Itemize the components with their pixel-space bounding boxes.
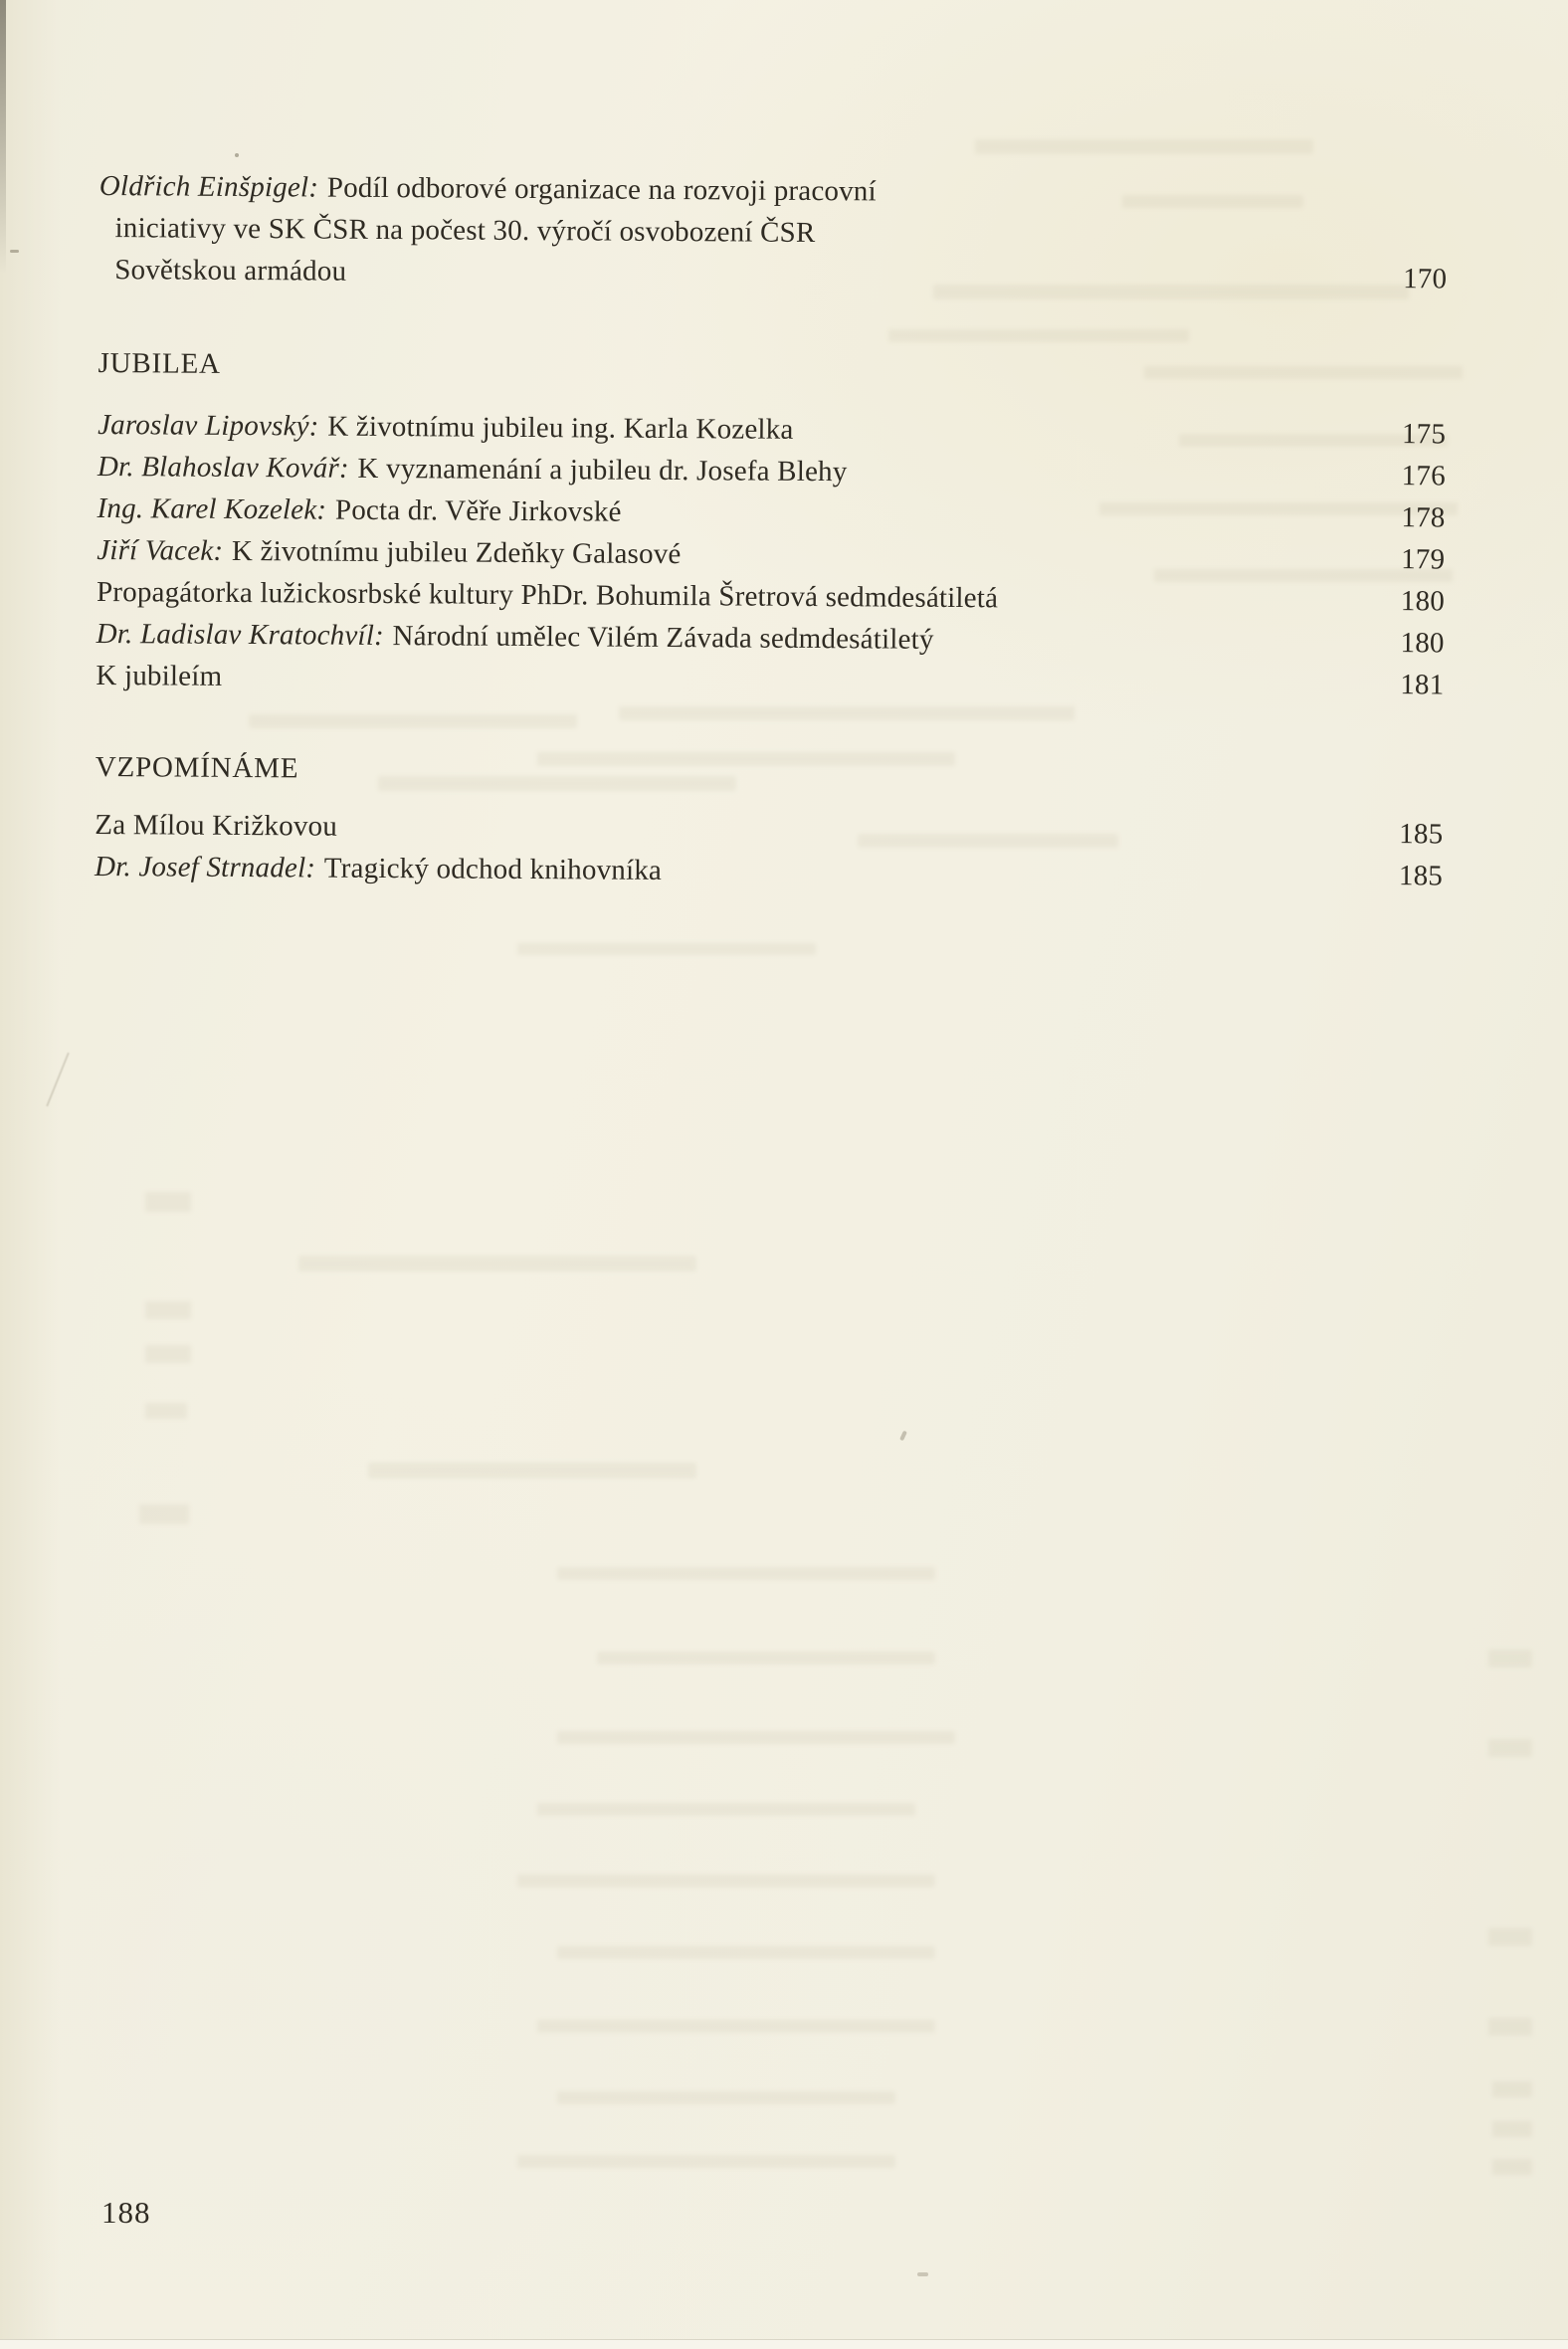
- entry-author: Jiří Vacek:: [97, 533, 224, 567]
- show-through-smudge: [145, 1403, 187, 1419]
- toc-entry-line: iniciativy ve SK ČSR na počest 30. výročí osvobození ČSR: [114, 212, 816, 250]
- entry-page-number: 179: [1401, 543, 1446, 576]
- paper-speck: [10, 250, 19, 253]
- entry-page-number: 175: [1401, 418, 1447, 451]
- entry-author: Dr. Ladislav Kratochvíl:: [96, 617, 384, 653]
- show-through-smudge: [139, 1504, 189, 1524]
- show-through-smudge: [1492, 2121, 1532, 2137]
- show-through-smudge: [1492, 2159, 1532, 2175]
- show-through-smudge: [1492, 2081, 1532, 2097]
- entry-title: Podíl odborové organizace na rozvoji pracovní: [326, 171, 877, 208]
- toc-entry: [96, 655, 1444, 705]
- show-through-smudge: [537, 2020, 935, 2033]
- show-through-smudge: [145, 1345, 191, 1363]
- paper-speck: [917, 2272, 928, 2276]
- paper-speck: [899, 1431, 907, 1442]
- paper-speck: [235, 153, 239, 157]
- show-through-smudge: [1488, 2018, 1532, 2036]
- show-through-smudge: [1488, 1739, 1532, 1757]
- entry-title: K životnímu jubileu ing. Karla Kozelka: [327, 410, 794, 446]
- show-through-smudge: [517, 943, 816, 955]
- table-of-contents: [95, 165, 1448, 896]
- show-through-smudge: [557, 1731, 955, 1744]
- section-heading-jubilea: JUBILEA: [98, 346, 221, 380]
- section-heading-vzpominame: VZPOMÍNÁME: [95, 750, 299, 785]
- entry-title: Sovětskou armádou: [114, 254, 347, 288]
- scan-bottom-edge: [0, 2339, 1568, 2349]
- show-through-smudge: [975, 139, 1313, 154]
- entry-title: Za Mílou Križkovou: [95, 808, 338, 843]
- scratch-mark: [46, 1053, 70, 1107]
- entry-title: K životnímu jubileu Zdeňky Galasové: [231, 534, 682, 571]
- show-through-smudge: [368, 1463, 696, 1478]
- entry-title: Propagátorka lužickosrbské kultury PhDr. Bohumila Šretrová sedmdesátiletá: [96, 575, 999, 615]
- show-through-smudge: [145, 1192, 191, 1212]
- show-through-smudge: [517, 1874, 935, 1887]
- toc-entry: [95, 846, 1443, 896]
- show-through-smudge: [298, 1256, 696, 1272]
- show-through-smudge: [557, 1946, 935, 1959]
- show-through-smudge: [1488, 1650, 1532, 1667]
- entry-title: K jubileím: [96, 659, 223, 692]
- entry-author: Dr. Josef Strnadel:: [94, 850, 316, 884]
- toc-entry: [98, 165, 1448, 299]
- entry-page-number: 180: [1400, 585, 1446, 618]
- toc-entry-line: [98, 249, 1447, 299]
- entry-page-number: 185: [1399, 818, 1444, 851]
- entry-author: Ing. Karel Kozelek:: [97, 491, 327, 526]
- entry-page-number: 180: [1400, 627, 1445, 660]
- show-through-smudge: [1488, 1928, 1532, 1946]
- entry-page-number: 178: [1401, 501, 1446, 534]
- entry-page-number: 181: [1400, 669, 1445, 701]
- entry-title: Pocta dr. Věře Jirkovské: [334, 493, 622, 528]
- entry-author: Dr. Blahoslav Kovář:: [97, 450, 349, 485]
- show-through-smudge: [537, 1803, 915, 1816]
- page-folio: 188: [101, 2195, 151, 2230]
- scan-edge-shadow: [0, 0, 6, 274]
- entry-author: Jaroslav Lipovský:: [98, 408, 319, 443]
- entry-page-number: 185: [1398, 860, 1444, 892]
- show-through-smudge: [597, 1652, 935, 1664]
- show-through-smudge: [557, 2091, 895, 2104]
- entry-title: K vyznamenání a jubileu dr. Josefa Blehy: [357, 452, 848, 489]
- entry-title: Tragický odchod knihovníka: [323, 852, 663, 886]
- show-through-smudge: [557, 1567, 935, 1580]
- show-through-smudge: [145, 1301, 191, 1319]
- entry-page-number: 176: [1401, 460, 1446, 492]
- entry-author: Oldřich Einšpigel:: [98, 169, 319, 204]
- show-through-smudge: [517, 2155, 895, 2168]
- entry-page-number: 170: [1403, 263, 1448, 295]
- entry-title: Národní umělec Vilém Závada sedmdesátiletý: [392, 620, 934, 656]
